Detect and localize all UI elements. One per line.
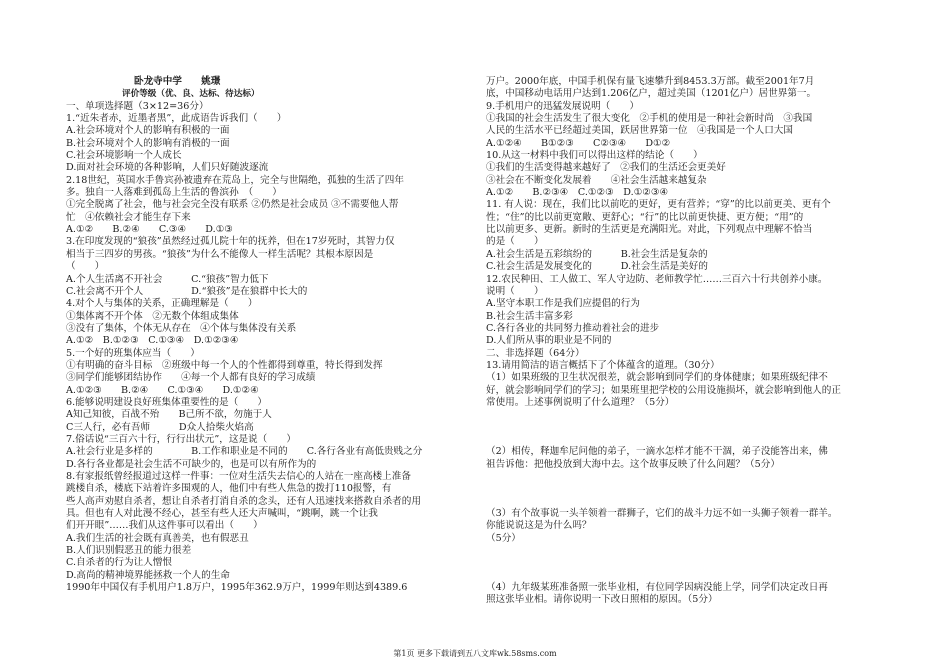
text-line: （1）如果班级的卫生状况很差，就会影响到同学们的身体健康；如果班级纪律不 (486, 372, 828, 384)
text-line: ①集体离不开个体 ②无数个体组成集体 (66, 310, 239, 322)
text-line: B.社会生活丰富多彩 (486, 310, 573, 322)
school-name: 卧龙寺中学 姚璟 (134, 76, 221, 87)
text-line: 10.从这一材料中我们可以得出这样的结论（ ） (486, 150, 703, 162)
text-line: 2.18世纪，英国水手鲁宾孙被遗弃在荒岛上，完全与世隔绝，孤独的生活了四年 (66, 174, 404, 186)
page-footer: 第1页 更多下载请到五八文库wk.58sms.com (393, 649, 557, 658)
text-line: 好，就会影响同学们的学习；如果班里把学校的公用设施损坏，就会影响到他人的正 (486, 384, 841, 396)
text-line: D.各行各业都是社会生活不可缺少的，也是可以有所作为的 (66, 458, 317, 470)
answer-space-3[interactable] (486, 545, 896, 582)
answer-space-1[interactable] (486, 409, 896, 446)
text-line: 的是（ ） (486, 236, 544, 248)
text-line: 些人高声劝慰自杀者，想让自杀者打消自杀的念头，还有人迅速找来搭救自杀者的用 (66, 495, 421, 507)
text-line: （3）有个故事说一头羊领着一群狮子，它们的战斗力远不如一头狮子领着一群羊。 (486, 507, 838, 519)
text-line: 具。但也有人对此漫不经心，甚至有些人还大声喊叫，“跳啊，跳一个让我 (66, 508, 378, 520)
text-line: （5分） (486, 532, 521, 544)
text-line: A.个人生活离不开社会 C.“狼孩”智力低下 (66, 273, 269, 285)
text-line: C.社会离不开个人 D.“狼孩”是在狼群中长大的 (66, 285, 308, 297)
text-line: C.社会生活是发展变化的 D.社会生活是美好的 (486, 261, 708, 273)
text-line: 相当于三四岁的男孩。“狼孩”为什么不能像人一样生活呢？其根本原因是 (66, 248, 374, 260)
text-line: A.社会生活是五彩缤纷的 B.社会生活是复杂的 (486, 248, 708, 260)
text-line: A.①② B.①②③ C.①③④ D.①②③④ (66, 335, 239, 347)
text-line: 4.对个人与集体的关系，正确理解是（ ） (66, 298, 258, 310)
text-line: 性；“住”的比以前更宽敞、更舒心；“行”的比以前更快捷、更方便；“用”的 (486, 211, 804, 223)
text-line: 你能说说这是为什么吗？ (486, 520, 592, 532)
left-question-list (66, 101, 474, 595)
text-line: D.人们所从事的职业是不同的 (486, 335, 612, 347)
text-line: A.坚守本职工作是我们应提倡的行为 (486, 298, 640, 310)
text-line: ①完全脱离了社会，他与社会完全没有联系 ②仍然是社会成员 ③不需要他人帮 (66, 199, 399, 211)
text-line: ①我们的生活变得越来越好了 ②我们的生活还会更美好 (486, 162, 726, 174)
text-line: 二、非选择题（64分） (486, 347, 585, 359)
text-line: 7.俗话说“三百六十行，行行出状元”，这是说（ ） (66, 433, 297, 445)
text-line: ①有明确的奋斗目标 ②班级中每一个人的个性都得到尊重，特长得到发挥 (66, 359, 383, 371)
text-line: 跳楼自杀，楼底下站着许多围观的人，他们中有些人焦急的拨打110报警，有 (66, 483, 392, 495)
text-line: A.①② B.②③④ C.①②③ D.①②③④ (486, 187, 669, 199)
text-line: A.我们生活的社会既有真善美，也有假恶丑 (66, 532, 249, 544)
text-line: 3.在印度发现的“狼孩”虽然经过孤儿院十年的抚养，但在17岁死时，其智力仅 (66, 236, 395, 248)
text-line: 9.手机用户的迅猛发展说明（ ） (486, 100, 640, 112)
text-line: 常使用。上述事例说明了什么道理？（5分） (486, 396, 675, 408)
text-line: 人民的生活水平已经超过美国，跃居世界第一位 ④我国是一个人口大国 (486, 125, 793, 137)
text-line: D.面对社会环境的各种影响，人们只好随波逐流 (66, 162, 269, 174)
text-line: （ ） (66, 261, 105, 273)
text-line: 5.一个好的班集体应当（ ） (66, 347, 200, 359)
text-line: A.社会行业是多样的 B.工作和职业是不同的 C.各行各业有高低贵贱之分 (66, 446, 423, 458)
text-line: ③社会在不断变化发展着 ④社会生活越来越复杂 (486, 174, 707, 186)
text-line: 比以前更多、更新。新时的生活更是充满阳光。对此，下列观点中理解不恰当 (486, 224, 813, 236)
text-line: 万户。2000年底，中国手机保有量飞速攀升到8453.3万部。截至2001年7月 (486, 76, 815, 87)
text-line: ③没有了集体，个体无从存在 ④个体与集体没有关系 (66, 322, 297, 334)
text-line: 忙 ④依赖社会才能生存下来 (66, 211, 191, 223)
text-line: C.社会环境影响一个人成长 (66, 150, 182, 162)
text-line: A.①②④ B①②③ C②③④ D①② (486, 137, 671, 149)
text-line: 6.能够说明建设良好班集体重要性的是（ ） (66, 396, 268, 408)
text-line: 一、单项选择题（3×12=36分） (66, 100, 209, 112)
text-line: C.各行各业的共同努力推动着社会的进步 (486, 322, 660, 334)
text-line: 11. 有人说：现在，我们比以前吃的更好，更有营养；“穿”的比以前更美、更有个 (486, 199, 831, 211)
text-line: 祖告诉他：把他投放到大海中去。这个故事反映了什么问题？（5分） (486, 458, 780, 470)
answer-space-2[interactable] (486, 471, 896, 508)
right-question-list (486, 76, 896, 409)
text-line: 13.请用简洁的语言概括下了个体蕴含的道理。（30分） (486, 359, 720, 371)
text-line: 多。独自一人落难到孤岛上生活的鲁滨孙 （ ） (66, 187, 282, 199)
text-line: （4）九年级某班准备照一张毕业相，有位同学因病没能上学，同学们决定改日再 (486, 582, 828, 593)
text-line: 8.有家报纸曾经报道过这样一件事：一位对生活失去信心的人站在一座高楼上准备 (66, 471, 411, 482)
text-line: C三人行，必有吾师 D众人拾柴火焰高 (66, 421, 254, 433)
text-line: 1.“近朱者赤，近墨者黑”，此成语告诉我们（ ） (66, 113, 287, 125)
right-column (486, 76, 896, 607)
text-line: ①我国的社会生活发生了很大变化 ②手机的使用是一种社会新时尚 ③我国 (486, 113, 813, 125)
question-13-3 (486, 508, 896, 545)
text-line: 们开开眼”……我们从这件事可以看出（ ） (66, 520, 263, 532)
text-line: A.①②③ B.②④ C.①③④ D.①②④ (66, 384, 259, 396)
text-line: A.①② B.②④ C.③④ D.①③ (66, 224, 233, 236)
text-line: C.自杀者的行为让人憎恨 (66, 557, 172, 569)
text-line: B.社会环境对个人的影响有消极的一面 (66, 137, 230, 149)
text-line: 12.农民种田、工人做工、军人守边防、老师教学忙……三百六十行共创养小康。 (486, 273, 828, 285)
text-line: （2）相传，释迦牟尼问他的弟子，一滴水怎样才能不干涸，弟子没能答出来，佛 (486, 446, 828, 458)
text-line: 照这张毕业相。请你说明一下改日照相的原因。（5分） (486, 594, 718, 606)
rating-label: 评价等级（优、良、达标、待达标） (122, 89, 260, 100)
text-line: 1990年中国仅有手机用户1.8万户，1995年362.9万户，1999年则达到4389.6 (66, 582, 408, 594)
text-line: D.高尚的精神境界能拯救一个人的生命 (66, 569, 230, 581)
text-line: 说明（ ） (486, 285, 544, 297)
text-line: A知己知彼，百战不殆 B己所不欲，勿施于人 (66, 409, 272, 421)
text-line: 底，中国移动电话用户达到1.206亿户，超过美国（1201亿户）居世界第一。 (486, 88, 817, 100)
text-line: A.社会环境对个人的影响有积极的一面 (66, 125, 230, 137)
left-column (66, 76, 474, 594)
text-line: B.人们识别假恶丑的能力很差 (66, 545, 192, 557)
question-13-2 (486, 446, 896, 471)
question-13-4 (486, 582, 896, 607)
text-line: ③同学们能够团结协作 ④每一个人都有良好的学习成绩 (66, 372, 316, 384)
